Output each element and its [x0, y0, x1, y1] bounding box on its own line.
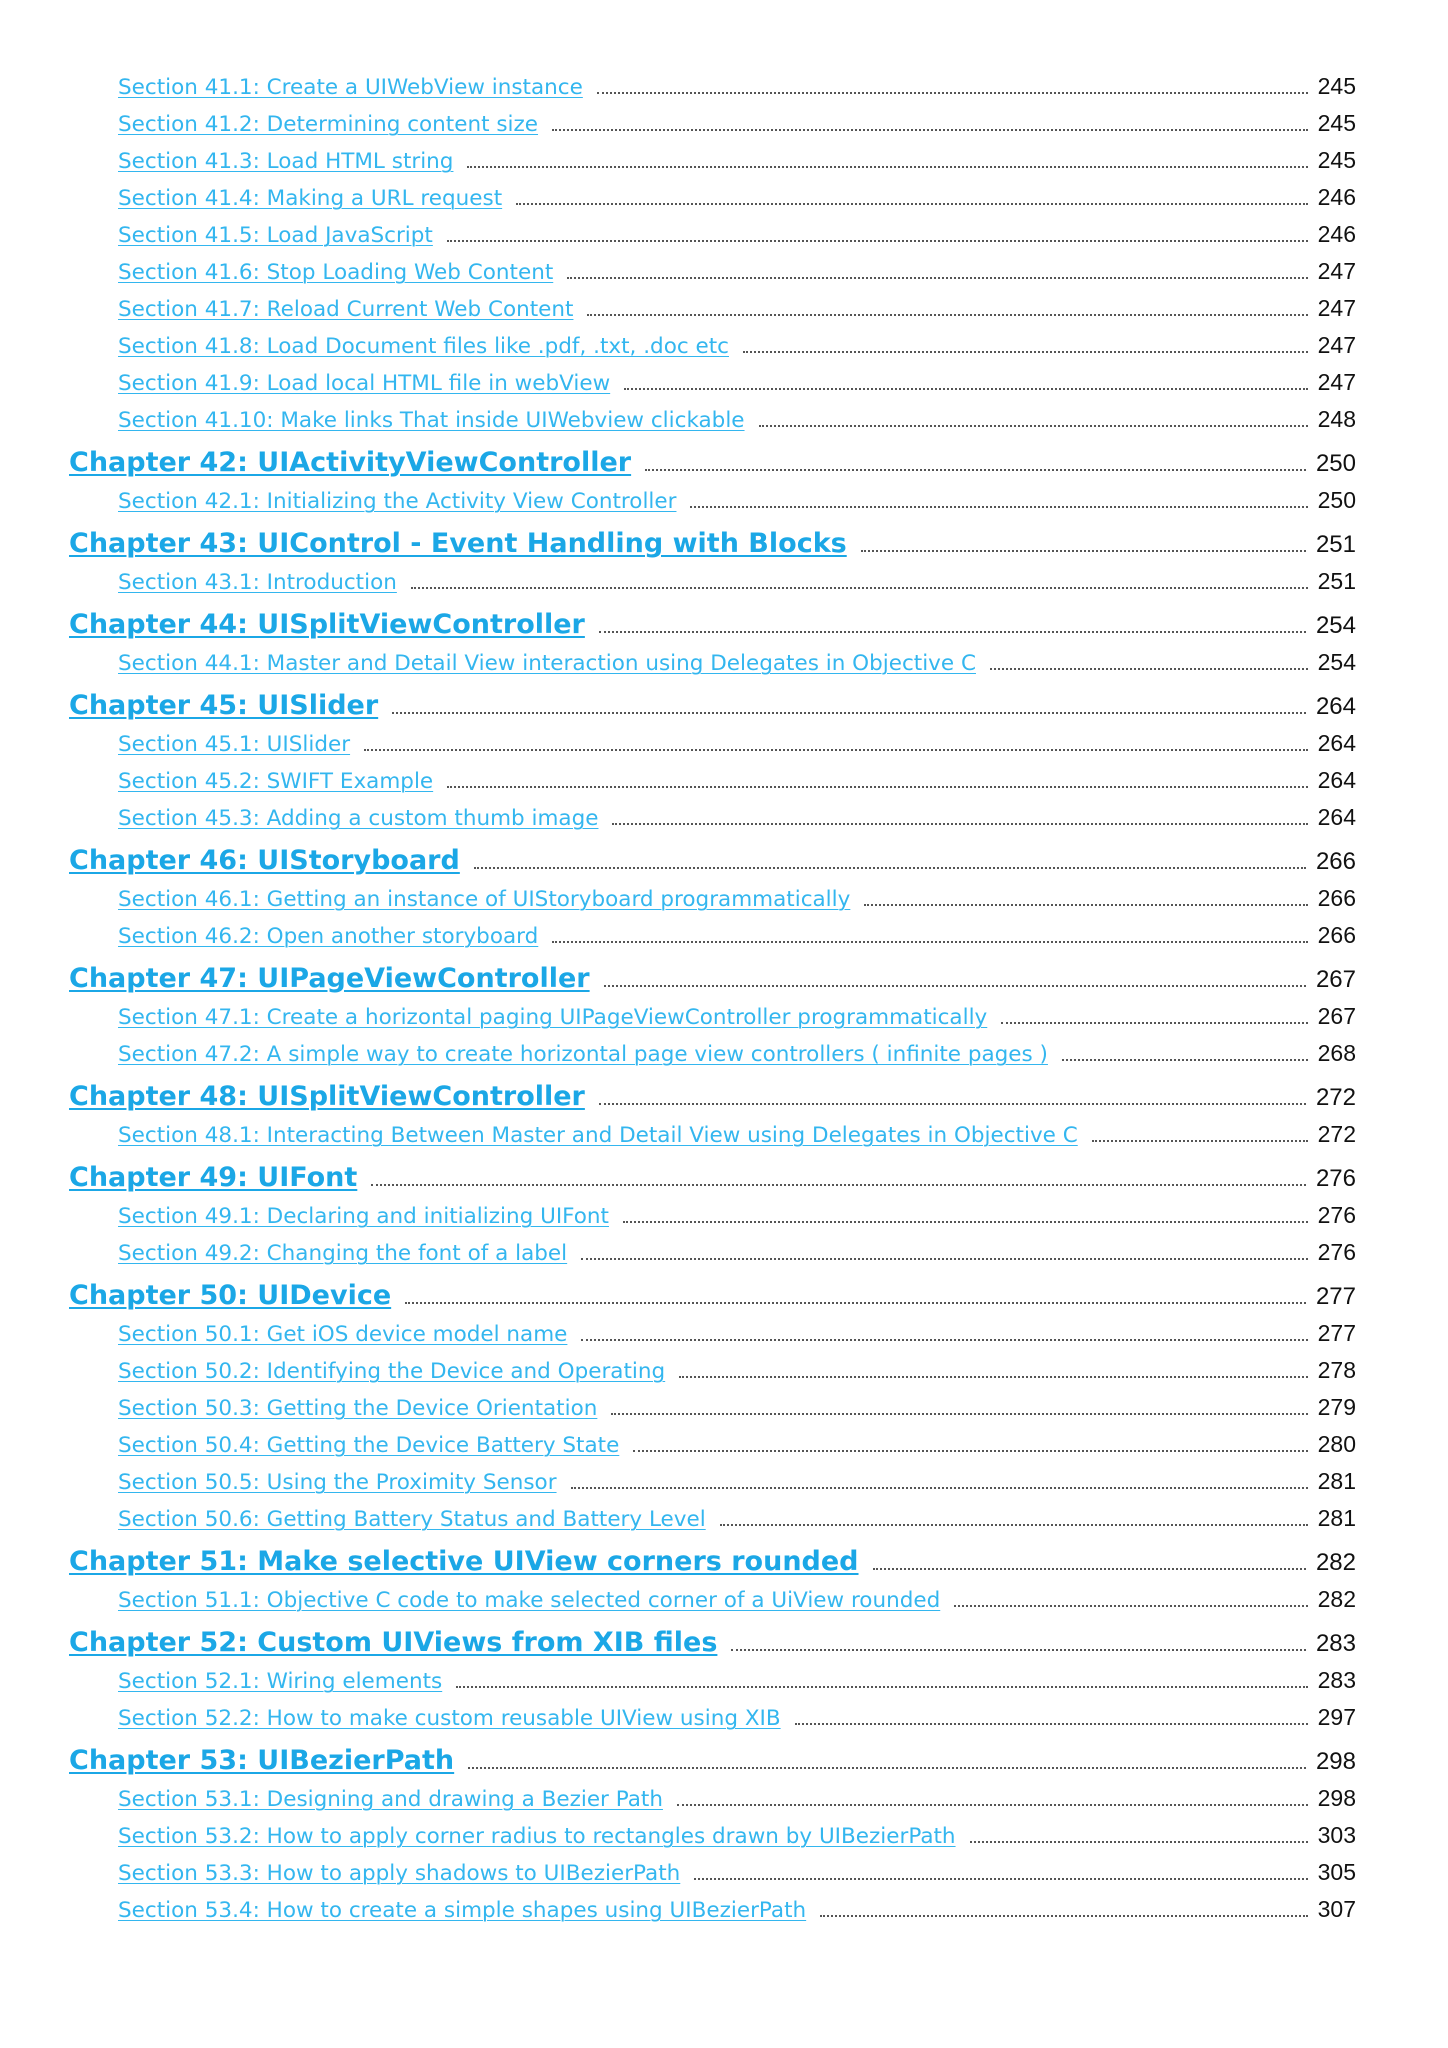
section-title: Section 45.3: Adding a custom thumb image: [118, 806, 599, 831]
toc-section-link[interactable]: [0, 1466, 1448, 1503]
toc-section-link[interactable]: [0, 1038, 1448, 1075]
toc-page-number: 283: [1317, 1667, 1356, 1693]
toc-leader-dots: [990, 668, 1308, 670]
toc-page-number: 266: [1317, 885, 1356, 911]
toc-leader-dots: [516, 203, 1307, 205]
toc-leader-dots: [447, 786, 1307, 788]
section-title: Section 43.1: Introduction: [118, 570, 397, 595]
toc-page-number: 305: [1317, 1859, 1356, 1885]
toc-leader-dots: [1092, 1140, 1308, 1142]
chapter-title: Chapter 43: UIControl - Event Handling with Blocks: [69, 528, 847, 559]
toc-page-number: 276: [1317, 1239, 1356, 1265]
toc-section-link[interactable]: [0, 920, 1448, 957]
toc-section-link[interactable]: [0, 1665, 1448, 1702]
toc-page-number: 281: [1317, 1505, 1356, 1531]
section-title: Section 41.4: Making a URL request: [118, 186, 503, 211]
section-title: Section 41.6: Stop Loading Web Content: [118, 260, 554, 285]
toc-page-number: 245: [1317, 110, 1356, 136]
toc-page-number: 272: [1317, 1121, 1356, 1147]
toc-chapter-link[interactable]: [0, 1540, 1448, 1584]
toc-section-link[interactable]: [0, 765, 1448, 802]
toc-leader-dots: [624, 388, 1307, 390]
toc-page-number: 282: [1317, 1586, 1356, 1612]
toc-section-link[interactable]: [0, 1200, 1448, 1237]
toc-leader-dots: [552, 941, 1307, 943]
section-title: Section 45.1: UISlider: [118, 732, 351, 757]
section-title: Section 53.2: How to apply corner radius to rectangles drawn by UIBezierPath: [118, 1824, 956, 1849]
section-title: Section 41.7: Reload Current Web Content: [118, 297, 574, 322]
toc-leader-dots: [599, 1103, 1306, 1105]
toc-leader-dots: [581, 1258, 1307, 1260]
toc-leader-dots: [759, 425, 1308, 427]
toc-leader-dots: [864, 904, 1307, 906]
toc-section-link[interactable]: [0, 108, 1448, 145]
toc-page-number: 247: [1317, 295, 1356, 321]
section-title: Section 50.4: Getting the Device Battery State: [118, 1433, 620, 1458]
toc-page-number: 277: [1317, 1320, 1356, 1346]
toc-leader-dots: [743, 351, 1308, 353]
section-title: Section 48.1: Interacting Between Master and Detail View using Delegates in Objective C: [118, 1123, 1078, 1148]
toc-page-number: 264: [1317, 767, 1356, 793]
section-title: Section 50.3: Getting the Device Orientation: [118, 1396, 598, 1421]
toc-leader-dots: [567, 277, 1307, 279]
toc-leader-dots: [731, 1649, 1306, 1651]
chapter-title: Chapter 47: UIPageViewController: [69, 963, 590, 994]
toc-page-number: 254: [1317, 649, 1356, 675]
toc-page-number: 251: [1317, 568, 1356, 594]
section-title: Section 51.1: Objective C code to make selected corner of a UiView rounded: [118, 1588, 941, 1613]
toc-page-number: 272: [1315, 1084, 1356, 1111]
toc-leader-dots: [587, 314, 1307, 316]
toc-chapter-link[interactable]: [0, 522, 1448, 566]
section-title: Section 52.2: How to make custom reusable UIView using XIB: [118, 1706, 781, 1731]
toc-chapter-link[interactable]: [0, 1274, 1448, 1318]
section-title: Section 46.2: Open another storyboard: [118, 924, 539, 949]
toc-page-number: 282: [1315, 1549, 1356, 1576]
toc-page-number: 283: [1315, 1630, 1356, 1657]
section-title: Section 53.3: How to apply shadows to UIBezierPath: [118, 1861, 681, 1886]
toc-section-link[interactable]: [0, 802, 1448, 839]
toc-leader-dots: [690, 506, 1307, 508]
toc-page-number: 297: [1317, 1704, 1356, 1730]
toc-page-number: 307: [1317, 1896, 1356, 1922]
toc-page-number: 276: [1317, 1202, 1356, 1228]
toc-leader-dots: [364, 749, 1308, 751]
section-title: Section 47.2: A simple way to create horizontal page view controllers ( infinite pages ): [118, 1042, 1048, 1067]
toc-leader-dots: [970, 1841, 1308, 1843]
toc-page-number: 267: [1315, 966, 1356, 993]
toc-section-link[interactable]: [0, 1392, 1448, 1429]
toc-leader-dots: [456, 1686, 1307, 1688]
toc-page-number: 264: [1317, 730, 1356, 756]
section-title: Section 41.1: Create a UIWebView instance: [118, 75, 583, 100]
toc-page-number: 298: [1315, 1748, 1356, 1775]
toc-section-link[interactable]: [0, 1119, 1448, 1156]
toc-page-number: 246: [1317, 184, 1356, 210]
chapter-title: Chapter 48: UISplitViewController: [69, 1081, 585, 1112]
section-title: Section 50.2: Identifying the Device and Operating: [118, 1359, 666, 1384]
section-title: Section 47.1: Create a horizontal paging UIPageViewController programmatically: [118, 1005, 988, 1030]
section-title: Section 42.1: Initializing the Activity View Controller: [118, 489, 677, 514]
toc-page-number: 264: [1315, 693, 1356, 720]
toc-section-link[interactable]: [0, 647, 1448, 684]
toc-leader-dots: [633, 1450, 1307, 1452]
toc-section-link[interactable]: [0, 1584, 1448, 1621]
toc-section-link[interactable]: [0, 1237, 1448, 1274]
section-title: Section 41.9: Load local HTML file in webView: [118, 371, 611, 396]
toc-page-number: 281: [1317, 1468, 1356, 1494]
toc-section-link[interactable]: [0, 145, 1448, 182]
toc-page-number: 251: [1315, 531, 1356, 558]
toc-page-number: 276: [1315, 1165, 1356, 1192]
toc-leader-dots: [611, 1413, 1307, 1415]
toc-section-link[interactable]: [0, 1001, 1448, 1038]
toc-leader-dots: [1001, 1022, 1307, 1024]
toc-leader-dots: [677, 1804, 1308, 1806]
section-title: Section 46.1: Getting an instance of UIStoryboard programmatically: [118, 887, 851, 912]
toc-chapter-link[interactable]: [0, 603, 1448, 647]
toc-section-link[interactable]: [0, 1318, 1448, 1355]
toc-section-link[interactable]: [0, 1355, 1448, 1392]
toc-page-number: 298: [1317, 1785, 1356, 1811]
toc-page-number: 280: [1317, 1431, 1356, 1457]
section-title: Section 49.1: Declaring and initializing UIFont: [118, 1204, 609, 1229]
section-title: Section 41.2: Determining content size: [118, 112, 539, 137]
toc-leader-dots: [873, 1568, 1306, 1570]
chapter-title: Chapter 51: Make selective UIView corners rounded: [69, 1546, 859, 1577]
chapter-title: Chapter 46: UIStoryboard: [69, 845, 460, 876]
toc-page-number: 247: [1317, 369, 1356, 395]
toc-section-link[interactable]: [0, 1857, 1448, 1894]
toc-section-link[interactable]: [0, 404, 1448, 441]
toc-leader-dots: [694, 1878, 1307, 1880]
toc-section-link[interactable]: [0, 883, 1448, 920]
toc-page-number: 266: [1317, 922, 1356, 948]
section-title: Section 41.8: Load Document files like .pdf, .txt, .doc etc: [118, 334, 729, 359]
toc-section-link[interactable]: [0, 256, 1448, 293]
section-title: Section 50.6: Getting Battery Status and Battery Level: [118, 1507, 706, 1532]
toc-page-number: 250: [1315, 450, 1356, 477]
toc-section-link[interactable]: [0, 1783, 1448, 1820]
toc-section-link[interactable]: [0, 485, 1448, 522]
toc-section-link[interactable]: [0, 1429, 1448, 1466]
toc-leader-dots: [597, 92, 1308, 94]
toc-leader-dots: [571, 1487, 1308, 1489]
toc-leader-dots: [405, 1302, 1306, 1304]
toc-leader-dots: [612, 823, 1307, 825]
toc-chapter-link[interactable]: [0, 684, 1448, 728]
toc-page-number: 246: [1317, 221, 1356, 247]
toc-page-number: 278: [1317, 1357, 1356, 1383]
toc-leader-dots: [679, 1376, 1307, 1378]
toc-leader-dots: [1062, 1059, 1308, 1061]
toc-leader-dots: [720, 1524, 1308, 1526]
section-title: Section 41.3: Load HTML string: [118, 149, 454, 174]
toc-leader-dots: [552, 129, 1308, 131]
toc-chapter-link[interactable]: [0, 1621, 1448, 1665]
toc-section-link[interactable]: [0, 367, 1448, 404]
toc-section-link[interactable]: [0, 566, 1448, 603]
toc-page-number: 254: [1315, 612, 1356, 639]
toc-page-number: 247: [1317, 258, 1356, 284]
section-title: Section 41.5: Load JavaScript: [118, 223, 433, 248]
toc-section-link[interactable]: [0, 1503, 1448, 1540]
section-title: Section 41.10: Make links That inside UIWebview clickable: [118, 408, 745, 433]
toc-leader-dots: [820, 1915, 1307, 1917]
section-title: Section 44.1: Master and Detail View interaction using Delegates in Objective C: [118, 651, 976, 676]
toc-chapter-link[interactable]: [0, 957, 1448, 1001]
toc-leader-dots: [581, 1339, 1307, 1341]
toc-leader-dots: [467, 166, 1307, 168]
toc-section-link[interactable]: [0, 330, 1448, 367]
toc-section-link[interactable]: [0, 293, 1448, 330]
toc-page-number: 303: [1317, 1822, 1356, 1848]
toc-section-link[interactable]: [0, 1894, 1448, 1931]
section-title: Section 50.1: Get iOS device model name: [118, 1322, 568, 1347]
toc-page-number: 245: [1317, 73, 1356, 99]
chapter-title: Chapter 44: UISplitViewController: [69, 609, 585, 640]
toc-chapter-link[interactable]: [0, 839, 1448, 883]
section-title: Section 45.2: SWIFT Example: [118, 769, 434, 794]
toc-leader-dots: [604, 985, 1306, 987]
section-title: Section 53.4: How to create a simple shapes using UIBezierPath: [118, 1898, 807, 1923]
toc-section-link[interactable]: [0, 1702, 1448, 1739]
chapter-title: Chapter 53: UIBezierPath: [69, 1745, 455, 1776]
toc-leader-dots: [795, 1723, 1308, 1725]
chapter-title: Chapter 52: Custom UIViews from XIB files: [69, 1627, 718, 1658]
toc-page-number: 279: [1317, 1394, 1356, 1420]
toc-leader-dots: [392, 712, 1306, 714]
toc-chapter-link[interactable]: [0, 1739, 1448, 1783]
section-title: Section 52.1: Wiring elements: [118, 1669, 443, 1694]
toc-chapter-link[interactable]: [0, 441, 1448, 485]
toc-leader-dots: [411, 587, 1308, 589]
toc-page-number: 266: [1315, 848, 1356, 875]
toc-section-link[interactable]: [0, 728, 1448, 765]
toc-chapter-link[interactable]: [0, 1075, 1448, 1119]
chapter-title: Chapter 50: UIDevice: [69, 1280, 392, 1311]
chapter-title: Chapter 42: UIActivityViewController: [69, 447, 632, 478]
toc-page-number: 247: [1317, 332, 1356, 358]
table-of-contents: [0, 71, 1448, 1931]
toc-leader-dots: [623, 1221, 1308, 1223]
toc-page-number: 277: [1315, 1283, 1356, 1310]
toc-section-link[interactable]: [0, 1820, 1448, 1857]
toc-leader-dots: [371, 1184, 1306, 1186]
section-title: Section 53.1: Designing and drawing a Bezier Path: [118, 1787, 663, 1812]
toc-leader-dots: [599, 631, 1306, 633]
toc-leader-dots: [447, 240, 1308, 242]
toc-leader-dots: [954, 1605, 1307, 1607]
section-title: Section 50.5: Using the Proximity Sensor: [118, 1470, 557, 1495]
chapter-title: Chapter 49: UIFont: [69, 1162, 358, 1193]
toc-page-number: 250: [1317, 487, 1356, 513]
toc-leader-dots: [861, 550, 1306, 552]
toc-leader-dots: [468, 1767, 1306, 1769]
toc-page-number: 267: [1317, 1003, 1356, 1029]
toc-page-number: 268: [1317, 1040, 1356, 1066]
toc-page-number: 264: [1317, 804, 1356, 830]
toc-leader-dots: [474, 867, 1306, 869]
toc-chapter-link[interactable]: [0, 1156, 1448, 1200]
toc-section-link[interactable]: [0, 71, 1448, 108]
chapter-title: Chapter 45: UISlider: [69, 690, 379, 721]
toc-page-number: 248: [1317, 406, 1356, 432]
toc-page-number: 245: [1317, 147, 1356, 173]
section-title: Section 49.2: Changing the font of a label: [118, 1241, 568, 1266]
toc-leader-dots: [645, 469, 1306, 471]
toc-section-link[interactable]: [0, 182, 1448, 219]
toc-section-link[interactable]: [0, 219, 1448, 256]
